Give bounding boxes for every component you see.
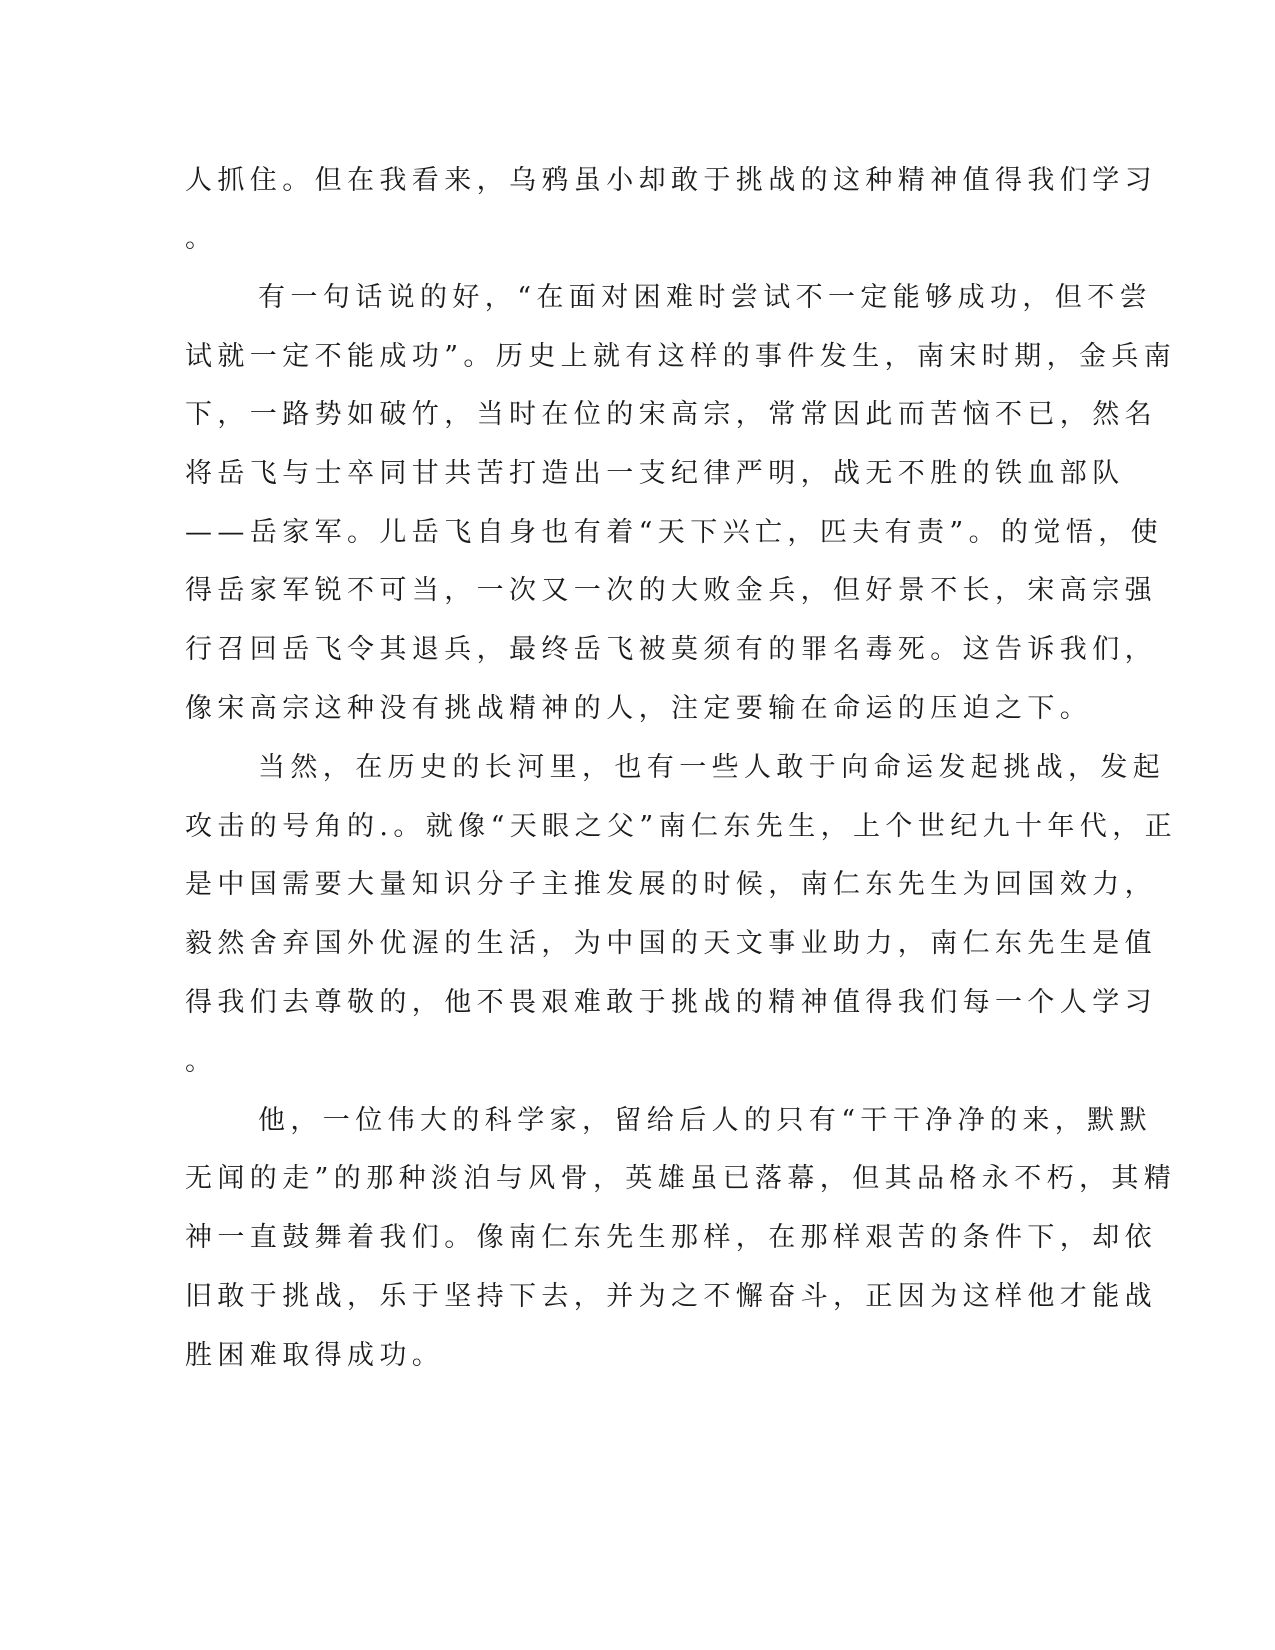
text-line: 像宋高宗这种没有挑战精神的人，注定要输在命运的压迫之下。 bbox=[185, 693, 1093, 724]
text-line: 人抓住。但在我看来，乌鸦虽小却敢于挑战的这种精神值得我们学习 bbox=[185, 165, 1157, 196]
text-line: 毅然舍弃国外优渥的生活，为中国的天文事业助力，南仁东先生是值 bbox=[185, 928, 1157, 959]
paragraph-start-line: 当然，在历史的长河里，也有一些人敢于向命运发起挑战，发起 bbox=[258, 752, 1166, 783]
text-line: ——岳家军。儿岳飞自身也有着“天下兴亡，匹夫有责”。的觉悟，使 bbox=[185, 517, 1164, 548]
text-line: 试就一定不能成功”。历史上就有这样的事件发生，南宋时期，金兵南 bbox=[185, 341, 1177, 372]
text-line: 胜困难取得成功。 bbox=[185, 1340, 445, 1371]
text-line: 。 bbox=[185, 1046, 212, 1077]
text-line: 将岳飞与士卒同甘共苦打造出一支纪律严明，战无不胜的铁血部队 bbox=[185, 458, 1125, 489]
paragraph-start-line: 他，一位伟大的科学家，留给后人的只有“干干净净的来，默默 bbox=[258, 1105, 1153, 1136]
paragraph-start-line: 有一句话说的好，“在面对困难时尝试不一定能够成功，但不尝 bbox=[258, 282, 1153, 313]
text-line: 得岳家军锐不可当，一次又一次的大败金兵，但好景不长，宋高宗强 bbox=[185, 575, 1157, 606]
text-line: 行召回岳飞令其退兵，最终岳飞被莫须有的罪名毒死。这告诉我们， bbox=[185, 634, 1157, 665]
text-line: 下，一路势如破竹，当时在位的宋高宗，常常因此而苦恼不已，然名 bbox=[185, 399, 1157, 430]
text-line: 神一直鼓舞着我们。像南仁东先生那样，在那样艰苦的条件下，却依 bbox=[185, 1222, 1157, 1253]
text-line: 。 bbox=[185, 223, 212, 254]
text-line: 攻击的号角的.。就像“天眼之父”南仁东先生，上个世纪九十年代，正 bbox=[185, 811, 1177, 842]
text-line: 无闻的走”的那种淡泊与风骨，英雄虽已落幕，但其品格永不朽，其精 bbox=[185, 1163, 1177, 1194]
text-line: 旧敢于挑战，乐于坚持下去，并为之不懈奋斗，正因为这样他才能战 bbox=[185, 1281, 1157, 1312]
text-line: 得我们去尊敬的，他不畏艰难敢于挑战的精神值得我们每一个人学习 bbox=[185, 987, 1157, 1018]
text-line: 是中国需要大量知识分子主推发展的时候，南仁东先生为回国效力， bbox=[185, 869, 1157, 900]
